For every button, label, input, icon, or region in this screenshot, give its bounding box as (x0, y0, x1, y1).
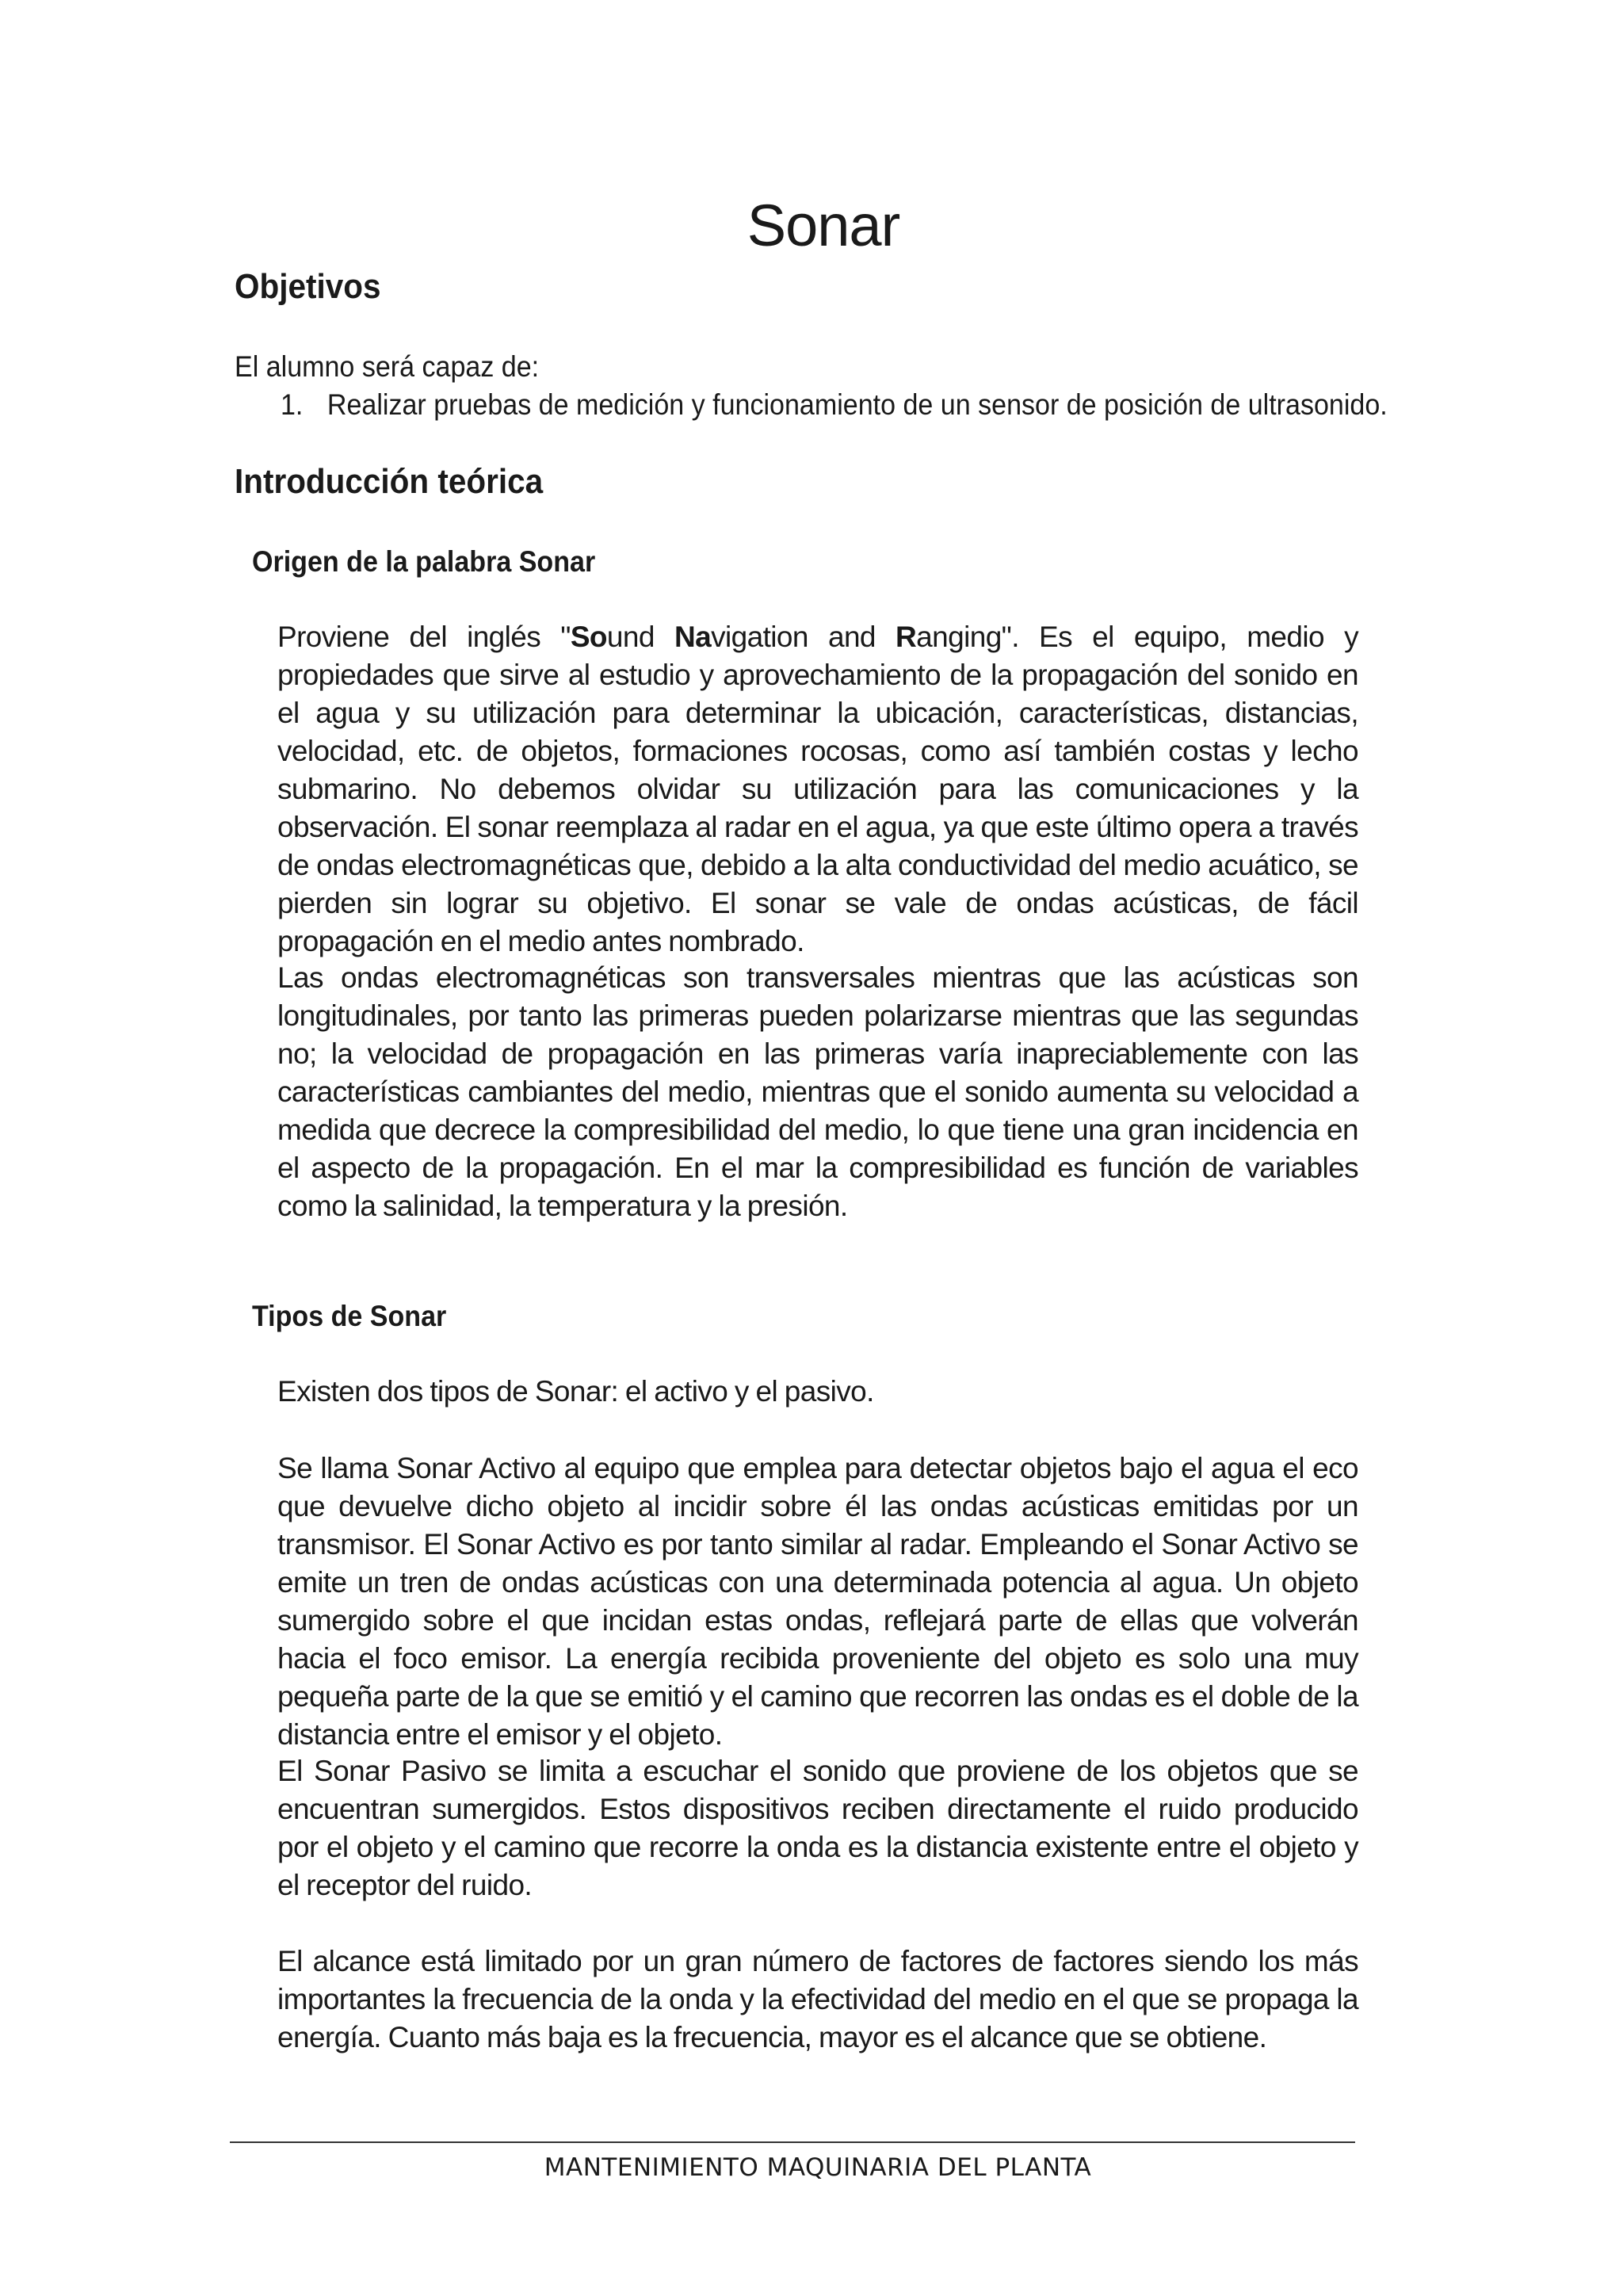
origin-paragraph-1: Proviene del inglés "Sound Navigation and Ranging". Es el equipo, medio y propiedades que sirve al estudio y aprovechamiento de la propagación del sonido en el agua y su utilización para determinar la ubicación, características, distancias, velocidad, etc. de objetos, formaciones rocosas, como así también costas y lecho submarino. No debemos olvidar su utilización para las comunicaciones y la observación. El sonar reemplaza al radar en el agua, ya que este último opera a través de ondas electromagnéticas que, debido a la alta conductividad del medio acuático, se pierden sin lograr su objetivo. El sonar se vale de ondas acústicas, de fácil propagación en el medio antes nombrado. (277, 621, 1358, 957)
objectives-heading: Objetivos (235, 267, 381, 306)
types-heading: Tipos de Sonar (252, 1300, 447, 1332)
origin-heading: Origen de la palabra Sonar (252, 545, 596, 578)
objectives-intro: El alumno será capaz de: (235, 350, 540, 383)
list-item-number: 1. (281, 388, 304, 421)
types-paragraph-1: Existen dos tipos de Sonar: el activo y el pasivo. (277, 1375, 874, 1408)
list-item-text: Realizar pruebas de medición y funcionamiento de un sensor de posición de ultrasonido. (327, 388, 1388, 421)
types-paragraph-2: Se llama Sonar Activo al equipo que emplea para detectar objetos bajo el agua el eco que devuelve dicho objeto al incidir sobre él las ondas acústicas emitidas por un transmisor. El Sonar Activo es por tanto similar al radar. Empleando el Sonar Activo se emite un tren de ondas acústicas con una determinada potencia al agua. Un objeto sumergido sobre el que incidan estas ondas, reflejará parte de ellas que volverán hacia el foco emisor. La energía recibida proveniente del objeto es solo una muy pequeña parte de la que se emitió y el camino que recorren las ondas es el doble de la distancia entre el emisor y el objeto. (277, 1452, 1358, 1751)
origin-paragraph-2: Las ondas electromagnéticas son transversales mientras que las acústicas son longitudinales, por tanto las primeras pueden polarizarse mientras que las segundas no; la velocidad de propagación en las primeras varía inapreciablemente con las características cambiantes del medio, mientras que el sonido aumenta su velocidad a medida que decrece la compresibilidad del medio, lo que tiene una gran incidencia en el aspecto de la propagación. En el mar la compresibilidad es función de variables como la salinidad, la temperatura y la presión. (277, 961, 1358, 1222)
footer-text: MANTENIMIENTO MAQUINARIA DEL PLANTA (544, 2153, 1092, 2182)
list-item (281, 390, 1388, 419)
introduction-heading: Introducción teórica (235, 462, 544, 501)
footer-divider (230, 2141, 1355, 2143)
types-paragraph-4: El alcance está limitado por un gran número de factores de factores siendo los más importantes la frecuencia de la onda y la efectividad del medio en el que se propaga la energía. Cuanto más baja es la frecuencia, mayor es el alcance que se obtiene. (277, 1945, 1358, 2053)
types-paragraph-3: El Sonar Pasivo se limita a escuchar el sonido que proviene de los objetos que se encuentran sumergidos. Estos dispositivos reciben directamente el ruido producido por el objeto y el camino que recorre la onda es la distancia existente entre el objeto y el receptor del ruido. (277, 1755, 1358, 1901)
page-title: Sonar (747, 193, 900, 258)
